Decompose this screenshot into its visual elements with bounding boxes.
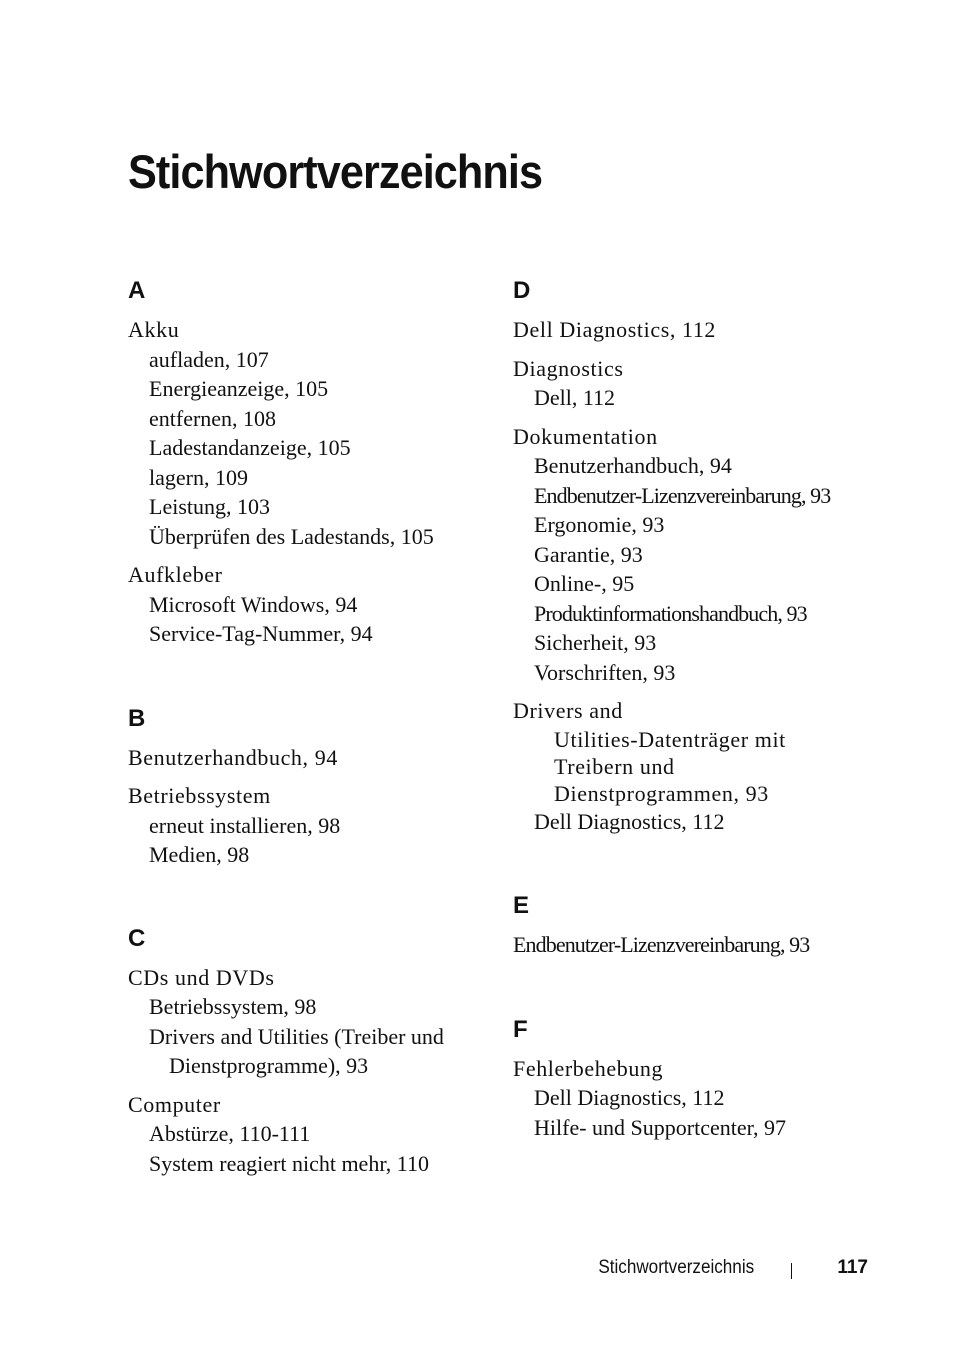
index-entry-eula [513, 930, 873, 960]
index-term: Drivers and [513, 698, 623, 723]
index-term: Dokumentation [513, 423, 658, 449]
section-letter: B [128, 704, 146, 732]
index-subterm: System reagiert nicht mehr, 110 [149, 1150, 429, 1176]
index-subterm: Dell Diagnostics, 112 [534, 808, 725, 834]
index-term: Akku [128, 317, 180, 342]
index-term: Diagnostics [513, 355, 624, 381]
index-entry-diagnostics [513, 354, 873, 413]
index-section-a [128, 276, 488, 649]
index-term: Aufkleber [128, 562, 223, 587]
index-subterm: Online-, 95 [534, 571, 635, 596]
index-entry-dell-diagnostics [513, 315, 873, 345]
index-term: Betriebssystem [128, 783, 271, 808]
index-subterm: Dell, 112 [534, 385, 616, 410]
index-subterm: aufladen, 107 [149, 346, 269, 372]
index-subterm: Ladestandanzeige, 105 [149, 435, 351, 460]
index-section-f [513, 1015, 873, 1143]
index-term: Endbenutzer-Lizenzvereinbarung, 93 [513, 932, 810, 957]
page-title: Stichwortverzeichnis [128, 145, 543, 198]
index-term: Benutzerhandbuch, 94 [128, 744, 338, 770]
index-term-continuation: Utilities-Datenträger mit [554, 726, 786, 752]
index-entry-benutzerhandbuch [128, 743, 488, 773]
index-section-e [513, 891, 873, 960]
index-subterm: Endbenutzer-Lizenzvereinbarung, 93 [534, 482, 831, 508]
index-subterm: Leistung, 103 [149, 494, 270, 519]
page-number: 117 [837, 1257, 868, 1278]
index-subterm: Hilfe- und Supportcenter, 97 [534, 1114, 787, 1140]
section-letter: D [513, 277, 531, 304]
index-subterm: lagern, 109 [149, 464, 248, 490]
index-term: Computer [128, 1091, 221, 1117]
index-subterm: Microsoft Windows, 94 [149, 591, 358, 617]
index-entry-dokumentation [513, 422, 873, 688]
index-subterm: Benutzerhandbuch, 94 [534, 453, 732, 478]
index-entry-fehlerbehebung [513, 1054, 873, 1143]
index-subterm: entfernen, 108 [149, 405, 277, 431]
index-term: CDs und DVDs [128, 964, 275, 990]
section-letter: C [128, 924, 146, 952]
index-subterm: Produktinformationshandbuch, 93 [534, 600, 807, 626]
index-subterm: Service-Tag-Nummer, 94 [149, 621, 373, 646]
footer-section-label: Stichwortverzeichnis [598, 1257, 754, 1278]
index-entry-drivers [513, 696, 873, 836]
index-entry-aufkleber [128, 560, 488, 649]
index-entry-cds [128, 963, 488, 1081]
index-term-continuation: Dienstprogrammen, 93 [554, 780, 769, 806]
index-term: Fehlerbehebung [513, 1055, 664, 1081]
index-subterm: Sicherheit, 93 [534, 630, 657, 655]
footer-divider [791, 1263, 792, 1279]
index-section-c [128, 924, 488, 1179]
index-subterm: Ergonomie, 93 [534, 512, 665, 537]
index-column-left [128, 276, 488, 1187]
index-subterm: Medien, 98 [149, 842, 250, 867]
section-letter: E [513, 892, 530, 919]
page-footer [0, 1255, 954, 1285]
index-section-b [128, 704, 488, 870]
index-subterm: Dell Diagnostics, 112 [534, 1085, 725, 1110]
index-subterm: Energieanzeige, 105 [149, 376, 329, 401]
index-entry-betriebssystem [128, 781, 488, 870]
section-letter: A [128, 277, 146, 304]
index-term-continuation: Treibern und [554, 753, 675, 779]
index-column-right [513, 276, 873, 1151]
index-subterm-continuation: Dienstprogramme), 93 [169, 1053, 369, 1078]
index-subterm: Betriebssystem, 98 [149, 994, 317, 1019]
index-term: Dell Diagnostics, 112 [513, 317, 717, 342]
index-entry-akku [128, 315, 488, 551]
index-subterm: Abstürze, 110-111 [149, 1121, 311, 1146]
section-letter: F [513, 1015, 528, 1043]
index-subterm: Drivers and Utilities (Treiber und [149, 1023, 444, 1049]
index-subterm: Vorschriften, 93 [534, 659, 676, 685]
index-subterm: Garantie, 93 [534, 541, 643, 567]
index-subterm: Überprüfen des Ladestands, 105 [149, 523, 434, 549]
index-section-d [513, 276, 873, 836]
index-subterm: erneut installieren, 98 [149, 812, 341, 838]
index-entry-computer [128, 1090, 488, 1179]
